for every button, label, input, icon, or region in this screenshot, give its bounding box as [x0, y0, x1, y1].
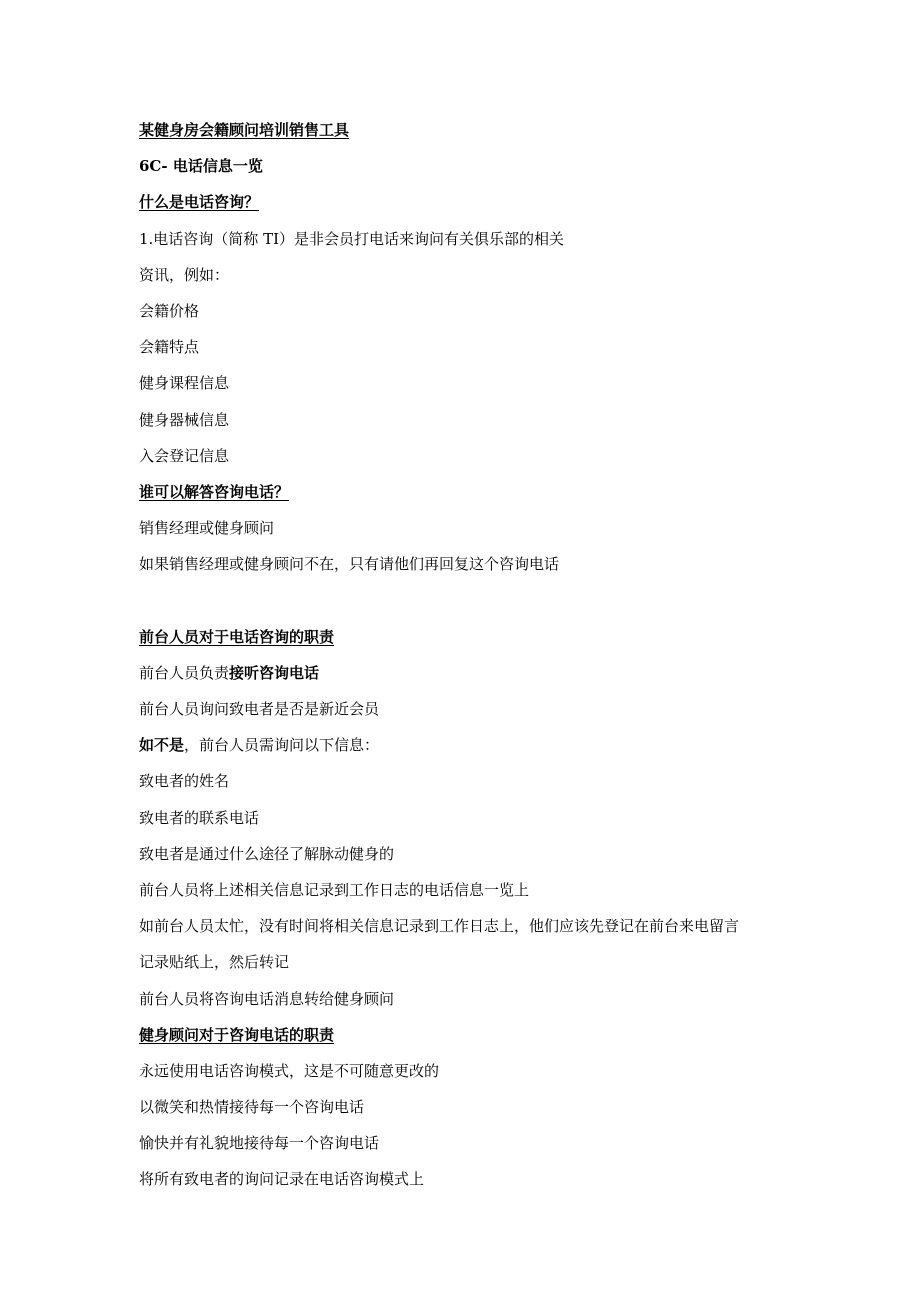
paragraph-line: [139, 659, 819, 695]
bold-text-run: 接听咨询电话: [229, 663, 320, 682]
section-heading-what-is-ti: 什么是电话咨询？: [139, 193, 260, 212]
document-title: 某健身房会籍顾问培训销售工具: [139, 121, 350, 139]
section-heading-who-answers: 谁可以解答咨询电话？: [139, 482, 290, 501]
paragraph-line: [139, 731, 819, 767]
list-item: 致电者的联系电话: [139, 808, 260, 827]
blank-line: [139, 586, 819, 622]
paragraph-line: 如果销售经理或健身顾问不在，只有请他们再回复这个咨询电话: [139, 555, 560, 574]
document-body: [139, 116, 819, 1202]
list-item: 会籍特点: [139, 338, 200, 357]
paragraph-line: 永远使用电话咨询模式，这是不可随意更改的: [139, 1061, 440, 1080]
document-subtitle: 6C- 电话信息一览: [139, 157, 263, 176]
list-item: 入会登记信息: [139, 446, 230, 465]
paragraph-line: 1.电话咨询（简称 TI）是非会员打电话来询问有关俱乐部的相关: [139, 229, 565, 248]
list-item: 会籍价格: [139, 301, 200, 320]
paragraph-line: 前台人员将上述相关信息记录到工作日志的电话信息一览上: [139, 880, 530, 899]
list-item: 致电者是通过什么途径了解脉动健身的: [139, 844, 395, 863]
paragraph-line: 以微笑和热情接待每一个咨询电话: [139, 1098, 365, 1117]
paragraph-line: 前台人员将咨询电话消息转给健身顾问: [139, 989, 395, 1008]
list-item: 致电者的姓名: [139, 772, 230, 791]
paragraph-line: 愉快并有礼貌地接待每一个咨询电话: [139, 1134, 380, 1153]
list-item: 健身课程信息: [139, 374, 230, 393]
paragraph-line: 前台人员询问致电者是否是新近会员: [139, 700, 380, 718]
bold-text-run: 如不是: [139, 736, 185, 755]
text-run: 前台人员负责: [139, 663, 230, 682]
text-run: ，前台人员需询问以下信息：: [184, 736, 380, 755]
paragraph-line: 记录贴纸上，然后转记: [139, 953, 290, 972]
list-item: 健身器械信息: [139, 410, 230, 429]
paragraph-line: 将所有致电者的询问记录在电话咨询模式上: [139, 1170, 425, 1189]
paragraph-line: 销售经理或健身顾问: [139, 519, 275, 538]
paragraph-line: 资讯，例如：: [139, 265, 230, 284]
section-heading-front-desk-duties: 前台人员对于电话咨询的职责: [139, 627, 335, 646]
paragraph-line: 如前台人员太忙，没有时间将相关信息记录到工作日志上，他们应该先登记在前台来电留言: [139, 917, 740, 936]
section-heading-consultant-duties: 健身顾问对于咨询电话的职责: [139, 1025, 335, 1044]
